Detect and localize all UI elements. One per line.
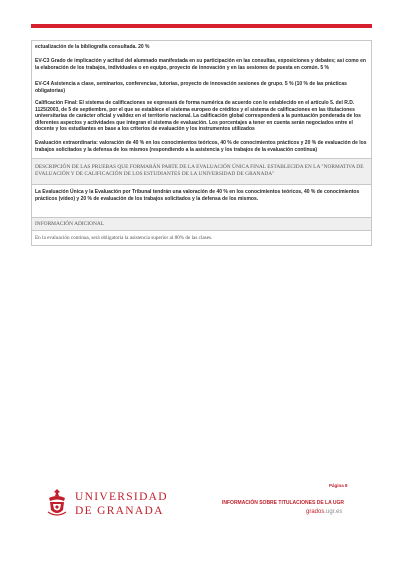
single-final-evaluation-heading-row [31, 158, 372, 184]
university-name-line2: DE GRANADA [75, 505, 164, 517]
additional-info-section [31, 230, 372, 246]
evaluation-criteria-section [31, 40, 372, 158]
header-red-bar [31, 24, 372, 28]
single-evaluation-section [31, 184, 372, 217]
university-crest-icon [46, 488, 68, 518]
website-part2: .ugr.es [324, 509, 343, 515]
university-name-line1: UNIVERSIDAD [75, 491, 168, 503]
single-evaluation-text: La Evaluación Única y la Evaluación por Tribunal tendrán una valoración de 40 % en los conocimientos teóricos, 40 % de conocimientos prácticos (vídeo) y 20 % de evaluación de los trabajos solicitados y la defensa de los mismos. [35, 189, 360, 202]
section-heading: INFORMACIÓN ADICIONAL [35, 221, 105, 227]
additional-info-text: En la evaluación continua, será obligatoria la asistencia superior al 80% de las clases. [35, 235, 213, 241]
website-part1: grados [306, 509, 325, 515]
additional-info-heading-row [31, 217, 372, 230]
final-grade-paragraph: Calificación Final: El sistema de calificaciones se expresará de forma numérica de acuerdo con lo establecido en el artículo 5. del R.D. 1125/2003, de 5 de septiembre, por el que se establece el sistema europeo de créditos y el sistema de calificaciones en las titulaciones universitarias de carácter oficial y validez en el territorio nacional. La calificación global corresponderá a la puntuación ponderada de los diferentes aspectos y actividades que integran el sistema de evaluación. Los porcentajes a tener en cuenta serán negociados entre el docente y los estudiantes en base a los criterios de evaluación y los instrumentos utilizados [35, 100, 361, 133]
footer-website-link[interactable] [306, 509, 342, 515]
footer-info-title: INFORMACIÓN SOBRE TITULACIONES DE LA UGR [222, 500, 345, 506]
bibliography-line: ectualización de la bibliografía consultada. 20 % [35, 44, 150, 50]
ev-c4-item: EV-C4 Asistencia a clase, seminarios, conferencias, tutorías, proyecto de innovación sesiones de grupo. 5 % (10 % de las prácticas obligatorias) [35, 81, 347, 94]
section-heading: DESCRIPCIÓN DE LAS PRUEBAS QUE FORMARÁN PARTE DE LA EVALUACIÓN ÚNICA FINAL ESTABLECIDA EN LA "NORMATIVA DE EVALUACIÓN Y DE CALIFICACIÓN DE LOS ESTUDIANTES DE LA UNIVERSIDAD DE GRANADA" [35, 164, 364, 177]
ev-c3-item: EV-C3 Grado de implicación y actitud del alumnado manifestada en su participación en las consultas, exposiciones y debates; así como en la elaboración de los trabajos, individuales o en equipo, proyecto de innovación y en las sesiones de puesta en común. 5 % [35, 58, 366, 71]
page-number: Página 8 [329, 483, 348, 488]
extraordinary-evaluation-paragraph: Evaluación extraordinaria: valoración de 40 % en los conocimientos teóricos, 40 % de conocimientos prácticos y 20 % de evaluación de los trabajos solicitados y la defensa de los mismos (respondiendo a la asistencia y los trabajos de la evaluación continua) [35, 140, 367, 153]
